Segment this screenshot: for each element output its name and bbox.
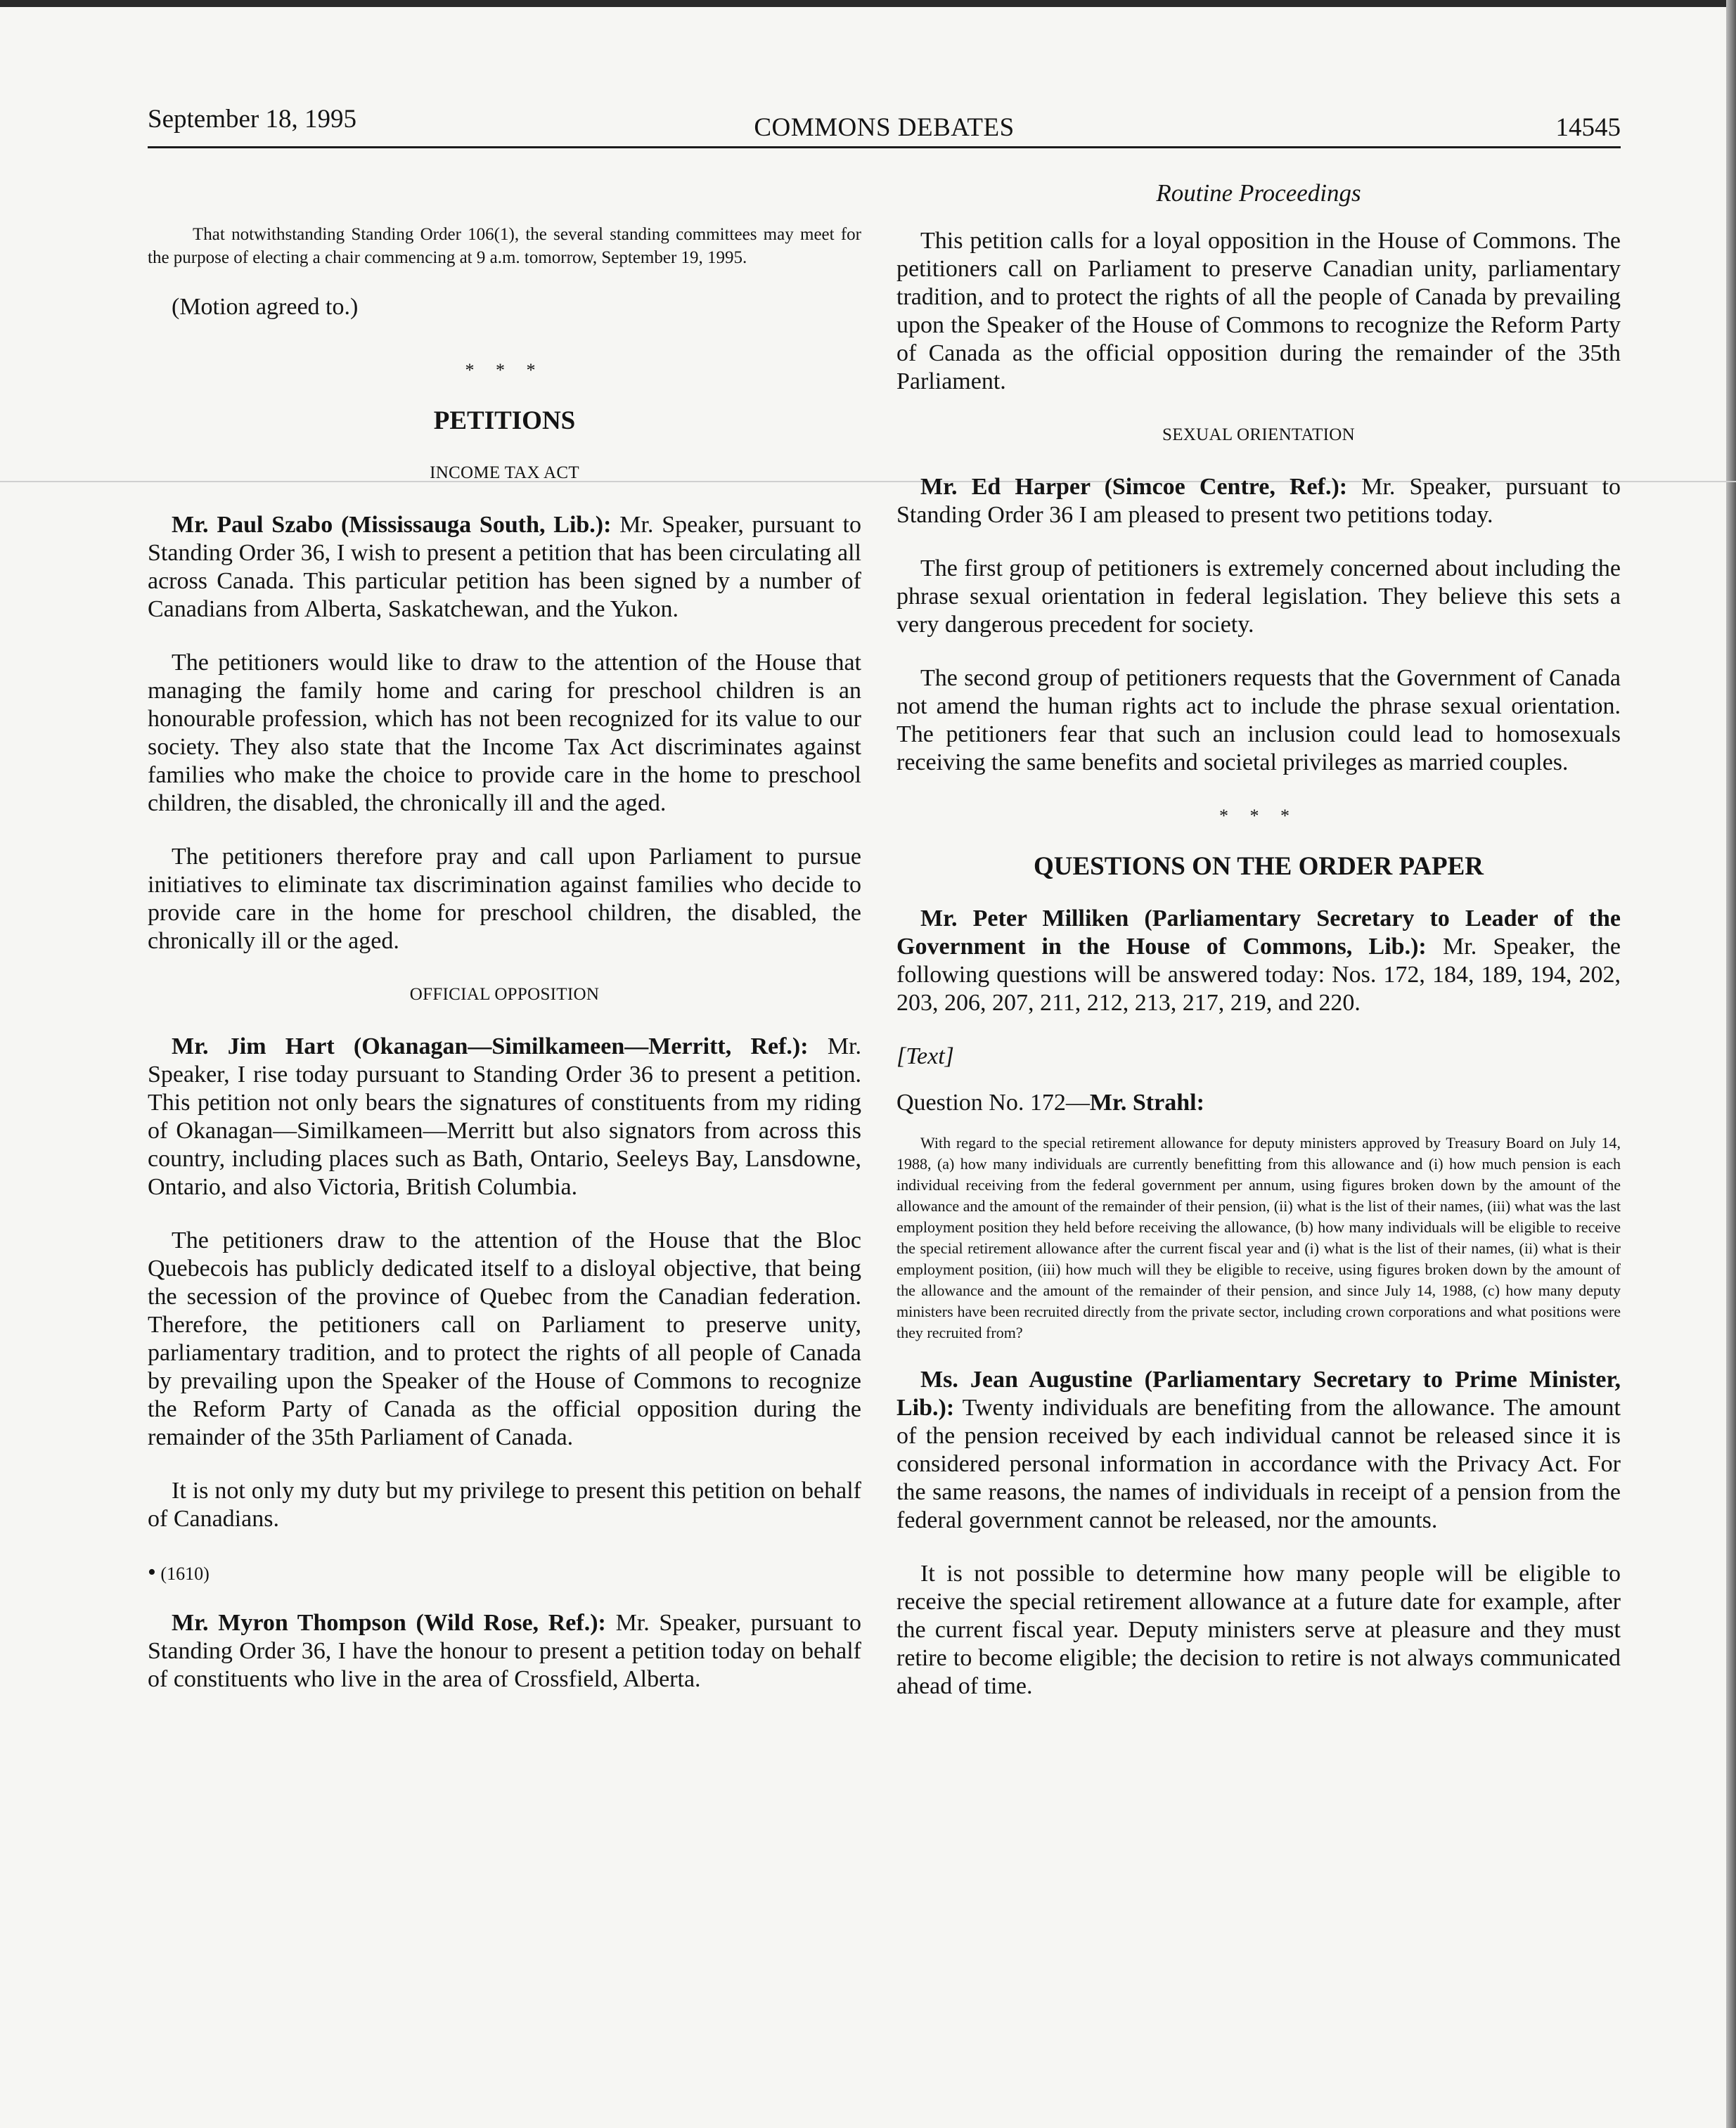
harper-speaker: Mr. Ed Harper (Simcoe Centre, Ref.): xyxy=(920,474,1348,500)
harper-statement xyxy=(896,473,1621,529)
question-asker: Mr. Strahl: xyxy=(1089,1090,1204,1116)
question-body: With regard to the special retirement allowance for deputy ministers approved by Treasury Board on July 14, 1988, (a) how many individuals are currently benefitting from this allowance and (i) how much pension is each individual receiving from the federal government per annum, using figures broken down by the amount of the allowance and the amount of the remainder of their pension, (ii) what is the list of their names, (iii) what was the last employment position they held before receiving the allowance, (b) how many individuals will be eligible to receive the special retirement allowance after the current fiscal year and (i) what is the list of their names, (ii) what is their employment position, (iii) how much will they be eligible to receive, using figures broken down by the amount of the allowance and the amount of the remainder of their pension, and since July 14, 1988, (c) how many deputy ministers have been recruited directly from the private sector, including crown corporations and what positions were they recruited from? xyxy=(896,1134,1621,1341)
augustine-text: Twenty individuals are benefiting from the allowance. The amount of the pension received by each individual cannot be released since it is considered personal information in accordance with the Privacy Act. For the same reasons, the names of individuals in receipt of a pension from the federal government cannot be released, nor the amounts. xyxy=(896,1395,1621,1533)
hart-statement xyxy=(148,1033,861,1201)
section-separator-right: * * * xyxy=(1219,806,1298,826)
motion-agreed xyxy=(148,293,861,321)
running-head: Routine Proceedings xyxy=(1156,179,1361,207)
hart-paragraph-3: It is not only my duty but my privilege to present this petition on behalf of Canadians. xyxy=(148,1478,861,1532)
szabo-text: Mr. Speaker, pursuant to Standing Order 36, I wish to present a petition that has been circulating all across Canada. This particular petition has been signed by a number of Canadians from Alberta, Saskatchewan, and the Yukon. xyxy=(148,512,861,622)
thompson-speaker: Mr. Myron Thompson (Wild Rose, Ref.): xyxy=(172,1610,606,1636)
harper-paragraph-2: The first group of petitioners is extremely concerned about including the phrase sexual orientation in federal legislation. They believe this sets a very dangerous precedent for society. xyxy=(896,555,1621,638)
time-marker xyxy=(148,1559,861,1588)
augustine-paragraph-2: It is not possible to determine how many people will be eligible to receive the special retirement allowance at a future date for example, after the current fiscal year. Deputy ministers serve at pleasure and they must retire to become eligible; the decision to retire is not always communicated ahead of time. xyxy=(896,1561,1621,1699)
motion-agreed-text: (Motion agreed to.) xyxy=(172,294,359,320)
time-marker-text: (1610) xyxy=(160,1563,210,1584)
hart-speaker: Mr. Jim Hart (Okanagan—Similkameen—Merritt, Ref.): xyxy=(172,1033,809,1059)
right-column xyxy=(896,158,1621,1726)
header-date: September 18, 1995 xyxy=(148,105,356,134)
augustine-speaker: Ms. Jean Augustine (Parliamentary Secretary to Prime Minister, Lib.): xyxy=(896,1367,1621,1421)
question-heading xyxy=(896,1089,1621,1117)
header-publication: COMMONS DEBATES xyxy=(754,113,1015,142)
milliken-statement xyxy=(896,905,1621,1017)
header-rule xyxy=(148,146,1621,148)
questions-heading: QUESTIONS ON THE ORDER PAPER xyxy=(1033,852,1484,881)
question-label: Question No. 172— xyxy=(896,1090,1090,1116)
sexual-orientation-subhead: SEXUAL ORIENTATION xyxy=(1162,425,1355,444)
thompson-text: Mr. Speaker, pursuant to Standing Order 36, I have the honour to present a petition today on behalf of constituents who live in the area of Crossfield, Alberta. xyxy=(148,1610,862,1692)
section-separator: * * * xyxy=(465,360,544,380)
petition-continuation: This petition calls for a loyal opposition in the House of Commons. The petitioners call on Parliament to preserve Canadian unity, parliamentary tradition, and to protect the rights of all the people of Canada by prevailing upon the Speaker of the House of Commons to recognize the Reform Party of Canada as the official opposition during the remainder of the 35th Parliament. xyxy=(896,228,1621,394)
szabo-paragraph-3: The petitioners therefore pray and call upon Parliament to pursue initiatives to eliminate tax discrimination against families who decide to provide care in the home for preschool children, the disabled, the chronically ill or the aged. xyxy=(148,844,861,954)
szabo-statement xyxy=(148,511,861,624)
text-tag: [Text] xyxy=(896,1043,954,1069)
time-marker-bullet: • xyxy=(148,1559,156,1585)
official-opposition-subhead: OFFICIAL OPPOSITION xyxy=(409,985,600,1004)
szabo-speaker: Mr. Paul Szabo (Mississauga South, Lib.): xyxy=(172,512,612,538)
augustine-statement xyxy=(896,1366,1621,1535)
hart-paragraph-2: The petitioners draw to the attention of the House that the Bloc Quebecois has publicly dedicated itself to a disloyal objective, that being the secession of the province of Quebec from the Canadian federation. Therefore, the petitioners call on Parliament to preserve unity, parliamentary tradition, and to protect the rights of all people of Canada by prevailing upon the Speaker of the House of Commons to recognize the Reform Party of Canada as the official opposition during the remainder of the 35th Parliament of Canada. xyxy=(148,1227,861,1450)
page-top-edge xyxy=(0,0,1736,7)
page-right-edge xyxy=(1726,0,1736,2128)
thompson-statement xyxy=(148,1609,861,1694)
milliken-text: Mr. Speaker, the following questions will be answered today: Nos. 172, 184, 189, 194, 202, 203, 206, 207, 211, 212, 213, 217, 219, and 220. xyxy=(896,934,1621,1016)
header-page-number: 14545 xyxy=(1555,113,1621,142)
left-column xyxy=(148,158,861,1719)
hart-text: Mr. Speaker, I rise today pursuant to Standing Order 36 to present a petition. This petition not only bears the signatures of constituents from my riding of Okanagan—Similkameen—Merritt but also signators from across this country, including places such as Bath, Ontario, Seeleys Bay, Lansdowne, Ontario, and also Victoria, British Columbia. xyxy=(148,1033,861,1200)
page-header xyxy=(148,98,1621,148)
income-tax-subhead: INCOME TAX ACT xyxy=(430,463,579,482)
szabo-paragraph-2: The petitioners would like to draw to the attention of the House that managing the family home and caring for preschool children is an honourable profession, which has not been recognized for its value to our society. They also state that the Income Tax Act discriminates against families who make the choice to provide care in the home to preschool children, the disabled, the chronically ill and the aged. xyxy=(148,650,861,816)
harper-paragraph-3: The second group of petitioners requests that the Government of Canada not amend the human rights act to include the phrase sexual orientation. The petitioners fear that such an inclusion could lead to homosexuals receiving the same benefits and societal privileges as married couples. xyxy=(896,665,1621,775)
motion-text: That notwithstanding Standing Order 106(1), the several standing committees may meet for the purpose of electing a chair commencing at 9 a.m. tomorrow, September 19, 1995. xyxy=(148,225,861,267)
milliken-speaker: Mr. Peter Milliken (Parliamentary Secretary to Leader of the Government in the House of Commons, Lib.): xyxy=(896,905,1621,960)
harper-text: Mr. Speaker, pursuant to Standing Order 36 I am pleased to present two petitions today. xyxy=(896,474,1621,528)
petitions-heading: PETITIONS xyxy=(433,406,576,435)
